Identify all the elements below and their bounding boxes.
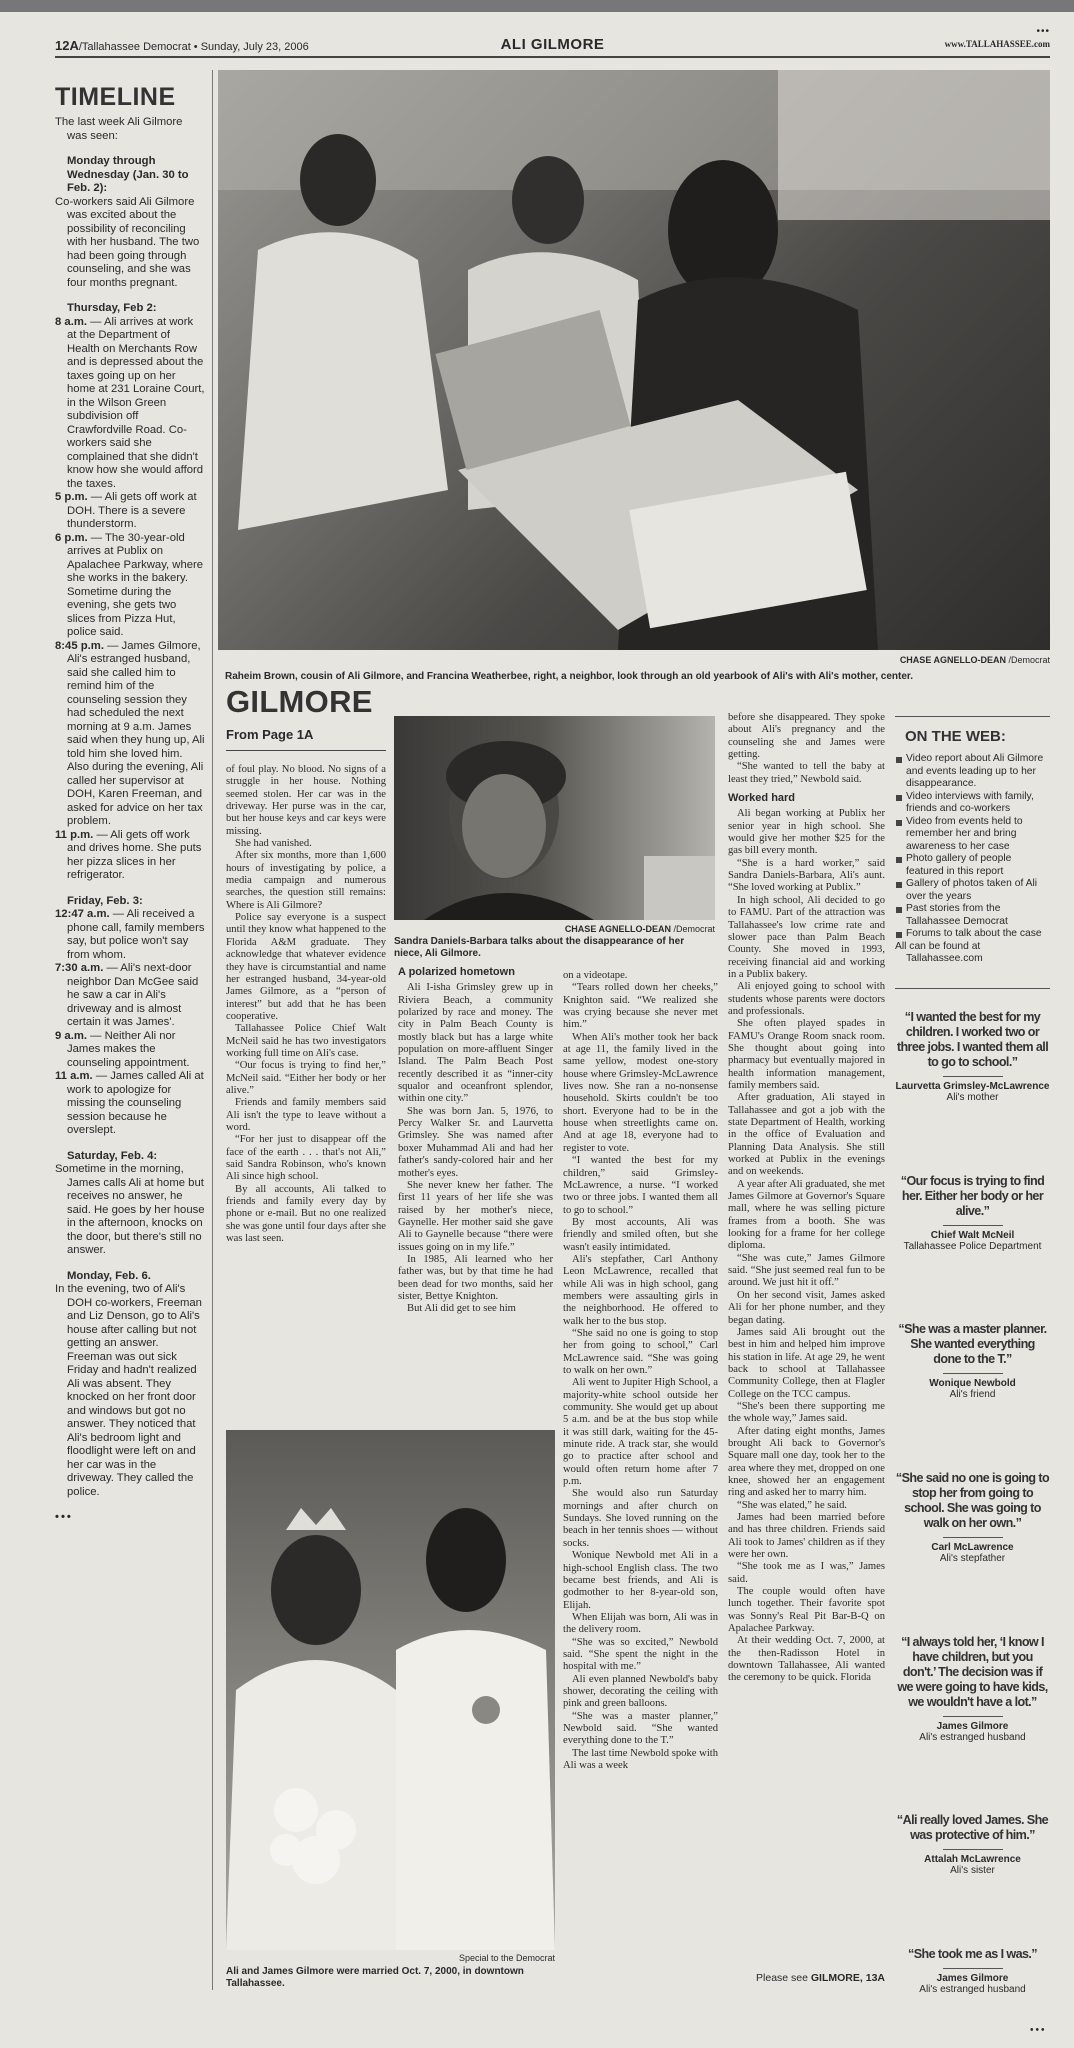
- quote-rule: [943, 1076, 1003, 1077]
- timeline-time: 6 p.m.: [55, 531, 88, 544]
- photo-caption-top: Raheim Brown, cousin of Ali Gilmore, and Francina Weatherbee, right, a neighbor, look through an old yearbook of Ali's with Ali's mother, center.: [225, 671, 914, 682]
- quote-speaker-role: Ali's mother: [946, 1092, 999, 1103]
- article-paragraph: James said Ali brought out the best in him and helped him improve his station in life. At age 29, he went back to school at Tallahassee Community College, then at Flagler College on the TCC campus.: [728, 1326, 885, 1400]
- timeline-entry: [55, 962, 205, 1030]
- photo-credit-top: [718, 655, 1050, 665]
- photo-caption-aunt: Sandra Daniels-Barbara talks about the disappearance of her niece, Ali Gilmore.: [394, 936, 685, 959]
- timeline-text: In the evening, two of Ali's DOH co-workers, Freeman and Liz Denson, go to Ali's house after calling but not getting an answer. Freeman was out sick Friday and hadn't realized Ali was absent. They knocked on her front door and windows but got no answer. They noticed that Ali's bedroom light and floodlight were left on and her car was in the driveway. They called the police.: [55, 1283, 202, 1498]
- timeline-entry: [55, 829, 205, 883]
- quote-rule: [943, 1968, 1003, 1969]
- photographer-name: CHASE AGNELLO-DEAN: [564, 924, 671, 934]
- article-paragraph: “She said no one is going to stop her from going to school,” Carl McLawrence said. “She was going to walk on her own.”: [563, 1327, 718, 1376]
- timeline-day-label: Monday through Wednesday (Jan. 30 to Feb. 2):: [67, 155, 189, 194]
- quote-speaker: Chief Walt McNeil: [930, 1229, 1015, 1241]
- timeline-time: 8 a.m.: [55, 315, 88, 328]
- timeline-text: — The 30-year-old arrives at Publix on Apalachee Parkway, where she works in the bakery. Sometime during the evening, she gets two slices from Pizza Hut, police said.: [67, 531, 204, 638]
- timeline-text: — Ali gets off work and drives home. She puts her pizza slices in her refrigerator.: [67, 828, 202, 881]
- timeline-entry: [55, 1070, 205, 1138]
- quote-rule: [943, 1849, 1003, 1850]
- quote-speaker-role: Ali's estranged husband: [919, 1731, 1026, 1743]
- web-list-item[interactable]: Video interviews with family, friends and co-workers: [895, 791, 1050, 816]
- quote-text: “She took me as I was.”: [908, 1946, 1037, 1961]
- pull-quote: [895, 1322, 1050, 1400]
- quote-speaker: Laurvetta Grimsley-McLawrence: [895, 1081, 1050, 1092]
- article-column-3: [563, 970, 718, 1772]
- site-url[interactable]: www.TALLAHASSEE.com: [944, 39, 1050, 49]
- article-paragraph: She would also run Saturday mornings and after church on Sundays. She loved running on the beach in her tennis shoes — without socks.: [563, 1488, 718, 1549]
- quote-rule: [943, 1716, 1003, 1717]
- web-list-item[interactable]: Forums to talk about the case: [895, 928, 1050, 941]
- article-paragraph: “I wanted the best for my children,” said Grimsley-McLawrence, a nurse. “I worked two or three jobs. I wanted them all to go to school.”: [563, 1155, 718, 1216]
- article-paragraph: Ali began working at Publix her senior year in high school. She would give her mother $25 for the gas bill every month.: [728, 808, 885, 857]
- quote-rule: [943, 1537, 1003, 1538]
- timeline-text: — Ali's next-door neighbor Dan McGee said he saw a car in Ali's driveway and is almost certain it was James'.: [67, 962, 199, 1028]
- article-paragraph: “She was elated,” he said.: [737, 1499, 848, 1511]
- timeline-time: 7:30 a.m.: [55, 962, 104, 974]
- timeline-text: — Ali arrives at work at the Department of Health on Merchants Row and is depressed about the taxes going up on her home at 231 Loraine Court, in the Wilson Green subdivision off Crawfordville Road. Co-workers said she complained that she didn't know how she would afford the taxes.: [67, 315, 205, 490]
- timeline-day-group: [55, 155, 205, 290]
- pull-quotes: [895, 1010, 1050, 1995]
- timeline-day-group: [55, 302, 205, 883]
- timeline-entry: [55, 1163, 205, 1258]
- timeline-title: TIMELINE: [55, 83, 176, 111]
- article-paragraph: “Our focus is trying to find her,” McNeil said. “Either her body or her alive.”: [226, 1060, 386, 1096]
- photo-wedding-image: [226, 1430, 555, 1950]
- quote-rule: [943, 1373, 1003, 1374]
- article-paragraph: “She's been there supporting me the whole way,” James said.: [728, 1400, 885, 1425]
- on-the-web-box: [895, 728, 1050, 966]
- paper-date: /Tallahassee Democrat • Sunday, July 23, 2006: [78, 41, 309, 53]
- pull-quote: [895, 1010, 1050, 1103]
- article-paragraph: After graduation, Ali stayed in Tallahassee and got a job with the state Department of Health, working in the office of Evaluation and Planning Data Analysis. She still worked at Publix in the evenings and on weekends.: [728, 1092, 885, 1178]
- article-paragraph: “She is a hard worker,” said Sandra Daniels-Barbara, Ali's aunt. “She loved working at Publix.”: [728, 857, 885, 894]
- article-paragraph: But Ali did get to see him: [407, 1303, 516, 1315]
- article-paragraph: “Tears rolled down her cheeks,” Knighton said. “We realized she was crying because she never met him.”: [563, 982, 718, 1031]
- quote-rule: [943, 1225, 1003, 1226]
- article-paragraph: In 1985, Ali learned who her father was, but by that time he had been dead for two months, said her sister, Bettye Knighton.: [398, 1253, 553, 1302]
- header-dots: •••: [1036, 26, 1050, 37]
- timeline-time: 11 p.m.: [55, 828, 94, 841]
- on-the-web-footer: All can be found at Tallahassee.com: [895, 940, 983, 964]
- timeline-entry: [55, 1030, 205, 1071]
- timeline-day-label: Saturday, Feb. 4:: [67, 1149, 158, 1162]
- timeline-time: 12:47 a.m.: [55, 908, 110, 920]
- article-paragraph: “She was so excited,” Newbold said. “She spent the night in the hospital with me.”: [563, 1636, 718, 1673]
- web-list-item[interactable]: Video from events held to remember her and bring awareness to her case: [895, 816, 1050, 854]
- on-the-web-title: ON THE WEB:: [905, 728, 1006, 745]
- page-number: 12A: [55, 38, 79, 53]
- timeline-groups: [55, 155, 205, 1499]
- timeline-text: — Ali gets off work at DOH. There is a severe thunderstorm.: [67, 491, 197, 530]
- timeline-time: 5 p.m.: [55, 491, 88, 503]
- article-column-1: [226, 764, 386, 1245]
- timeline-entry: [55, 316, 205, 492]
- quote-speaker: Attalah McLawrence: [924, 1854, 1021, 1866]
- timeline-day-group: [55, 1150, 205, 1258]
- headline-rule: [226, 750, 386, 751]
- quote-speaker: James Gilmore: [936, 1972, 1009, 1984]
- timeline-sidebar: [55, 84, 205, 1525]
- article-paragraph: In high school, Ali decided to go to FAMU. Part of the attraction was Tallahassee's low crime rate and slower pace than Palm Beach County. She moved in 1993, receiving financial aid and working in a Publix bakery.: [728, 894, 885, 980]
- timeline-text: Co-workers said Ali Gilmore was excited about the possibility of reconciling with her husband. The two had been going through counseling, and she was four months pregnant.: [55, 195, 200, 289]
- timeline-entry: [55, 491, 205, 532]
- quote-speaker: Wonique Newbold: [929, 1378, 1016, 1390]
- article-subhead: A polarized hometown: [398, 966, 515, 978]
- timeline-entry: [55, 640, 205, 829]
- timeline-time: 8:45 p.m.: [55, 639, 104, 652]
- photo-credit-aunt: [394, 924, 715, 934]
- web-list-item[interactable]: Gallery of photos taken of Ali over the years: [895, 878, 1050, 903]
- article-paragraph: The last time Newbold spoke with Ali was a week: [563, 1747, 718, 1771]
- quote-speaker-role: Ali's stepfather: [939, 1552, 1006, 1564]
- article-paragraph: By all accounts, Ali talked to friends and family every day by phone or e-mail. But no one realized she was gone until four days after she was last seen.: [226, 1183, 386, 1245]
- pull-quote: [895, 1471, 1050, 1564]
- article-paragraph: The couple would often have lunch together. Their favorite spot was Sonny's Real Pit Bar-B-Q on Apalachee Parkway.: [728, 1586, 885, 1635]
- jump-target: GILMORE, 13A: [810, 1972, 885, 1984]
- timeline-end-dots: •••: [55, 1511, 73, 1523]
- pull-quote: [895, 1813, 1050, 1876]
- timeline-day-label: Monday, Feb. 6.: [67, 1269, 151, 1282]
- timeline-day-label: Friday, Feb. 3:: [67, 894, 143, 907]
- article-paragraph: She often played spades in FAMU's Orange Room snack room. She thought about going into pharmacy but eventually majored in health information management, family members said.: [728, 1018, 885, 1091]
- article-paragraph: Police say everyone is a suspect until they know what happened to the Florida A&M graduate. They acknowledge that whatever evidence they have is circumstantial and name her estranged husband, 34-year-old James Gilmore, as a “person of interest” but add that he has been cooperative.: [226, 912, 386, 1022]
- page-footer-dots: •••: [1030, 2025, 1047, 2036]
- article-paragraph: When Ali's mother took her back at age 11, the family lived in the same yellow, modest one-story house where Grimsley-McLawrence lives now. She ran a no-nonsense household. Skirts couldn't be too short. Everyone had to be in the house when streetlights came on. And at age 18, everyone had to register to vote.: [563, 1031, 718, 1154]
- article-paragraph: She had vanished.: [235, 838, 312, 850]
- article-paragraph: “For her just to disappear off the face of the earth . . . that's not Ali,” said Sandra Robinson, who's known Ali since high school.: [226, 1134, 386, 1183]
- article-paragraph: She was born Jan. 5, 1976, to Percy Walker Sr. and Laurvetta Grimsley. She was named after boxer Muhammad Ali and had her father's sandy-colored hair and her mother's eyes.: [398, 1105, 553, 1179]
- photo-aunt-image: [394, 716, 715, 920]
- photo-yearbook: [218, 70, 1050, 650]
- quote-speaker-role: Ali's sister: [950, 1865, 995, 1877]
- article-paragraph: At their wedding Oct. 7, 2000, at the then-Radisson Hotel in downtown Tallahassee, Ali wanted the ceremony to be quick. Florida: [728, 1635, 885, 1684]
- on-the-web-list: [895, 753, 1050, 941]
- article-paragraph: before she disappeared. They spoke about Ali's pregnancy and the counseling she and James were getting.: [728, 712, 885, 761]
- timeline-day-group: [55, 1270, 205, 1500]
- pull-quote: [895, 1635, 1050, 1743]
- section-title: ALI GILMORE: [500, 36, 605, 53]
- article-paragraph: “She was a master planner,” Newbold said. “She wanted everything done to the T.”: [563, 1710, 718, 1747]
- web-box-bottom-rule: [895, 988, 1050, 989]
- quote-speaker: Carl McLawrence: [931, 1541, 1014, 1553]
- timeline-text: Sometime in the morning, James calls Ali at home but receives no answer, he said. He goes by her house in the afternoon, knocks on the door, but there's still no answer.: [55, 1163, 205, 1256]
- photo-credit-wedding: Special to the Democrat: [458, 1953, 555, 1963]
- article-paragraph: Ali even planned Newbold's baby shower, decorating the ceiling with pink and green balloons.: [563, 1673, 718, 1710]
- timeline-entry: [55, 532, 205, 640]
- article-paragraph: James had been married before and has three children. Friends said Ali took to James' children as if they were her own.: [728, 1512, 885, 1561]
- quote-text: “She said no one is going to stop her from going to school. She was going to walk on her own.”: [895, 1470, 1050, 1530]
- quote-text: “She was a master planner. She wanted everything done to the T.”: [898, 1322, 1047, 1367]
- jump-prefix: Please see: [756, 1972, 811, 1984]
- credit-org: /Democrat: [670, 924, 715, 934]
- timeline-intro: The last week Ali Gilmore was seen:: [55, 116, 183, 142]
- timeline-entry: [55, 1283, 205, 1499]
- credit-org: /Democrat: [1005, 655, 1050, 665]
- article-subhead: Worked hard: [728, 792, 796, 805]
- timeline-text: — James called Ali at work to apologize for missing the counseling session because he overslept.: [67, 1070, 204, 1136]
- article-paragraph: on a videotape.: [563, 970, 628, 981]
- article-paragraph: When Elijah was born, Ali was in the delivery room.: [563, 1611, 718, 1636]
- quote-text: “I wanted the best for my children. I worked two or three jobs. I wanted them all to go to school.”: [896, 1010, 1049, 1069]
- article-column-2: [398, 966, 553, 1316]
- timeline-day-label: Thursday, Feb 2:: [67, 302, 157, 314]
- timeline-day-group: [55, 895, 205, 1138]
- page-top-border: [0, 0, 1074, 12]
- quote-speaker: James Gilmore: [936, 1720, 1009, 1732]
- article-paragraph: On her second visit, James asked Ali for her phone number, and they began dating.: [728, 1289, 885, 1326]
- article-paragraph: After dating eight months, James brought Ali back to Governor's Square mall one day, took her to the area where they met, dropped on one knee, showed her an engagement ring and asked her to marry him.: [728, 1425, 885, 1499]
- page-header: [55, 26, 1050, 58]
- article-paragraph: Tallahassee Police Chief Walt McNeil said he has two investigators working full time on Ali's case.: [226, 1023, 386, 1059]
- jump-line[interactable]: [728, 1972, 885, 1984]
- pull-quote: [895, 1174, 1050, 1252]
- quote-text: “Our focus is trying to find her. Either her body or her alive.”: [900, 1173, 1045, 1218]
- web-list-item[interactable]: Video report about Ali Gilmore and events leading up to her disappearance.: [895, 753, 1050, 791]
- article-paragraph: A year after Ali graduated, she met James Gilmore at Governor's Square mall, where he was selling picture frames from a booth. She was looking for a frame for her college diploma.: [728, 1178, 885, 1252]
- article-paragraph: “She wanted to tell the baby at least they tried,” Newbold said.: [728, 761, 885, 785]
- article-paragraph: of foul play. No blood. No signs of a struggle in her house. Nothing seemed stolen. Her car was in the driveway. Her purse was in the car, but her house keys and car keys were missing.: [226, 764, 386, 837]
- article-paragraph: Wonique Newbold met Ali in a high-school English class. The two became best friends, and Ali is godmother to her 8-year-old son, Elijah.: [563, 1550, 718, 1611]
- article-column-4: [728, 712, 885, 1685]
- timeline-entry: [55, 908, 205, 962]
- from-page-label: From Page 1A: [226, 727, 314, 742]
- quote-text: “Ali really loved James. She was protective of him.”: [896, 1813, 1049, 1843]
- web-box-top-rule: [895, 716, 1050, 717]
- column-divider: [212, 70, 213, 1990]
- photo-wedding: [226, 1430, 555, 1950]
- pull-quote: [895, 1947, 1050, 1995]
- quote-speaker-role: Ali's friend: [949, 1389, 996, 1401]
- article-paragraph: “She took me as I was,” James said.: [728, 1561, 885, 1585]
- article-paragraph: “She was cute,” James Gilmore said. “She just seemed real fun to be around. We just hit it off.”: [728, 1252, 885, 1289]
- article-paragraph: Ali enjoyed going to school with students whose parents were doctors and professionals.: [728, 981, 885, 1017]
- web-list-item[interactable]: Past stories from the Tallahassee Democrat: [895, 903, 1050, 928]
- web-list-item[interactable]: Photo gallery of people featured in this report: [895, 853, 1050, 878]
- quote-speaker-role: Tallahassee Police Department: [903, 1240, 1042, 1252]
- article-paragraph: Friends and family members said Ali isn't the type to leave without a word.: [226, 1097, 386, 1133]
- article-paragraph: Ali's stepfather, Carl Anthony Leon McLawrence, recalled that while Ali was in high school, gang members were assaulting girls in the neighborhood. He offered to walk her to the bus stop.: [563, 1253, 718, 1327]
- photo-yearbook-image: [218, 70, 1050, 650]
- timeline-time: 11 a.m.: [55, 1070, 93, 1082]
- timeline-text: — Ali received a phone call, family members say, but police won't say from whom.: [67, 908, 205, 961]
- photo-aunt: [394, 716, 715, 920]
- timeline-text: — James Gilmore, Ali's estranged husband, said she called him to remind him of the counseling session they had scheduled the next morning at 9 a.m. James said when they hung up, Ali told him she loved him. Also during the evening, Ali called her supervisor at DOH, Karen Freeman, and asked for advice on her tax problem.: [67, 639, 205, 827]
- article-paragraph: By most accounts, Ali was friendly and smiled often, but she wasn't easily intimidated.: [563, 1216, 718, 1253]
- article-paragraph: After six months, more than 1,600 hours of investigating by police, a media campaign and numerous searches, the question still remains: Where is Ali Gilmore?: [226, 850, 386, 911]
- quote-speaker-role: Ali's estranged husband: [919, 1983, 1026, 1995]
- timeline-text: — Neither Ali nor James makes the counseling appointment.: [67, 1029, 190, 1069]
- photo-caption-wedding: Ali and James Gilmore were married Oct. 7, 2000, in downtown Tallahassee.: [226, 1966, 524, 1989]
- article-paragraph: Ali went to Jupiter High School, a majority-white school outside her community. She would get up about 5 a.m. and be at the bus stop while it was still dark, waiting for the 45-minute ride. A track star, she would go to practice after school and would often return home after 7 p.m.: [563, 1377, 718, 1488]
- quote-text: “I always told her, ‘I know I have children, but you don't.’ The decision was if we were going to have kids, we wouldn't have a lot.”: [897, 1634, 1048, 1709]
- timeline-time: 9 a.m.: [55, 1029, 88, 1042]
- timeline-entry: [55, 196, 205, 291]
- article-headline: GILMORE: [226, 684, 373, 719]
- article-paragraph: She never knew her father. The first 11 years of her life she was raised by her mother's niece, Gaynelle. Her mother said she gave Ali to Gaynelle because “there were issues going on in my life.”: [398, 1179, 553, 1253]
- article-paragraph: Ali I-isha Grimsley grew up in Riviera Beach, a community polarized by race and money. The city in Palm Beach County is mostly black but has a large white population on more-affluent Singer Island. The Palm Beach Post recently described it as “inner-city squalor and oceanfront splendor, within one city.”: [398, 982, 553, 1105]
- photographer-name: CHASE AGNELLO-DEAN: [899, 655, 1006, 665]
